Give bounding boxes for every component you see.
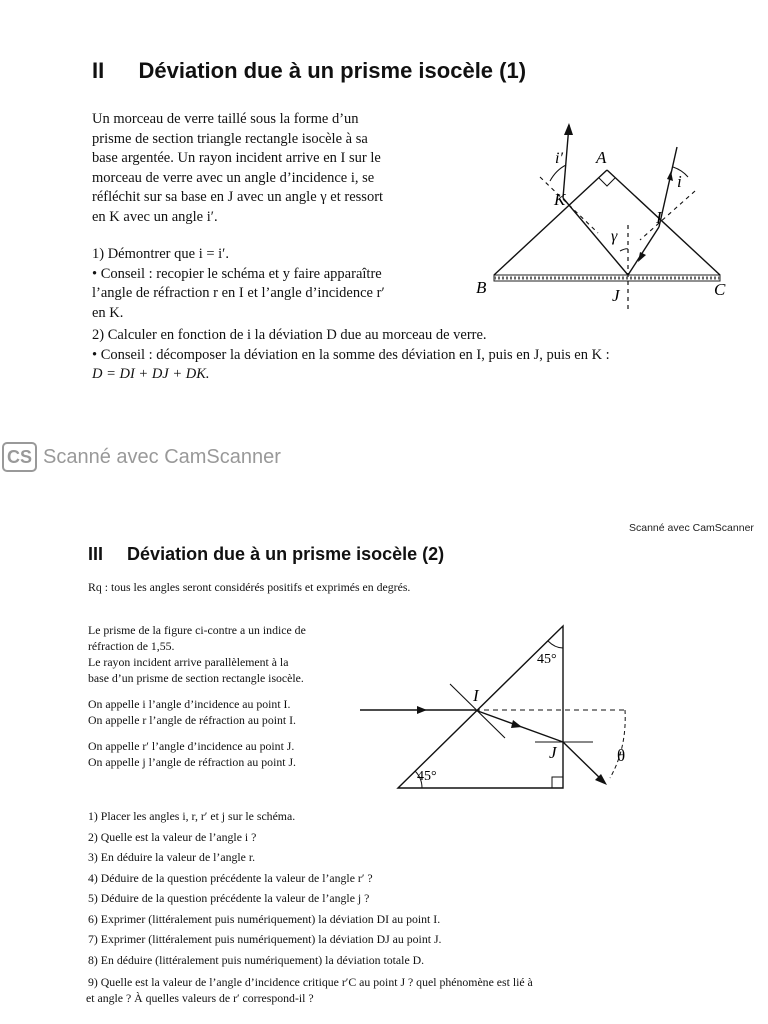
right-angle-mark (552, 777, 563, 788)
question-item: 1) Placer les angles i, r, r′ et j sur le schéma. (88, 809, 296, 823)
text-line: base d’un prisme de section rectangle isocèle. (88, 671, 304, 685)
question-item: 4) Déduire de la question précédente la valeur de l’angle r′ ? (88, 870, 373, 885)
label-j: J (612, 286, 620, 305)
text-line: base argentée. Un rayon incident arrive en I sur le (92, 150, 381, 166)
question-item: et angle ? À quelles valeurs de r′ correspond-il ? (86, 991, 314, 1005)
angle-arc-theta (610, 710, 625, 778)
label-a: A (596, 148, 607, 167)
label-i-point: I (473, 686, 479, 705)
question-item: 2) Quelle est la valeur de l’angle i ? (88, 829, 257, 844)
section-2-heading (92, 58, 526, 84)
ray-jk (563, 198, 628, 275)
conseil-2: • Conseil : décomposer la déviation en la somme des déviation en I, puis en J, puis en K : (92, 346, 610, 363)
text-line: morceau de verre avec un angle d’incidence i, se (92, 169, 375, 186)
text-line: Le prisme de la figure ci-contre a un indice de (88, 623, 306, 637)
angle-arc-gamma (620, 249, 628, 251)
question-item: 8) En déduire (littéralement puis numériquement) la déviation totale D. (88, 952, 425, 967)
camscanner-logo-icon: CS (2, 442, 37, 472)
conseil-line: en K. (92, 304, 124, 321)
text-line: Un morceau de verre taillé sous la forme d’un (92, 111, 359, 127)
section-3-title: Déviation due à un prisme isocèle (2) (127, 544, 445, 564)
text-line: prisme de section triangle rectangle isocèle à sa (92, 130, 368, 147)
angle-arc-top (548, 641, 563, 648)
section-2-paragraph (92, 110, 452, 227)
deviation-formula: D = DI + DJ + DK. (92, 366, 210, 382)
question-1: 1) Démontrer que i = i′. (92, 246, 229, 262)
section-2-question-2 (92, 326, 752, 385)
section-3-heading (88, 544, 444, 565)
section-3-rq: Rq : tous les angles seront considérés positifs et exprimés en degrés. (88, 580, 411, 594)
conseil-line: • Conseil : recopier le schéma et y faire apparaître (92, 265, 382, 282)
emergent-ray (563, 125, 569, 198)
prism-side-ab (494, 170, 607, 275)
text-line: On appelle j l’angle de réfraction au point J. (88, 755, 297, 769)
arrow-head (417, 706, 427, 714)
label-c: C (714, 280, 726, 299)
label-i-point: I (656, 208, 662, 227)
prism-figure-1 (470, 115, 740, 315)
angle-arc-i-prime (550, 165, 566, 181)
camscanner-watermark (2, 442, 281, 472)
label-k: K (554, 190, 566, 209)
text-line: réfléchit sur sa base en J avec un angle γ et ressort (92, 189, 384, 205)
prism-side-ac (607, 170, 720, 275)
prism-figure-2 (355, 618, 645, 798)
prism-triangle (398, 626, 563, 788)
section-2-number: II (92, 58, 105, 83)
label-45-top: 45° (537, 652, 557, 667)
text-line: On appelle i l’angle d’incidence au point I. (88, 697, 291, 711)
label-45-bottom: 45° (417, 769, 437, 784)
section-2-title: Déviation due à un prisme isocèle (1) (138, 58, 527, 83)
label-theta: θ (617, 746, 626, 765)
arrow-head (638, 252, 646, 262)
conseil-line: l’angle de réfraction r en I et l’angle d’incidence r′ (92, 285, 385, 301)
question-item: 5) Déduire de la question précédente la valeur de l’angle j ? (88, 891, 370, 905)
text-line: réfraction de 1,55. (88, 639, 175, 653)
text-line: en K avec un angle i′. (92, 208, 218, 225)
arrow-head (511, 720, 522, 728)
right-angle-mark (599, 178, 615, 186)
ray-ij (628, 227, 659, 275)
question-item: 6) Exprimer (littéralement puis numériquement) la déviation DI au point I. (88, 911, 441, 926)
incident-ray (659, 147, 677, 227)
text-line: On appelle r′ l’angle d’incidence au point J. (88, 739, 295, 753)
watermark-text: Scanné avec CamScanner (43, 445, 281, 468)
small-watermark: Scanné avec CamScanner (629, 522, 754, 534)
question-item: 3) En déduire la valeur de l’angle r. (88, 850, 256, 864)
section-3-questions (88, 806, 748, 1006)
arrow-head (564, 123, 573, 135)
section-3-statement (88, 622, 358, 770)
label-b: B (476, 278, 487, 297)
question-item: 9) Quelle est la valeur de l’angle d’incidence critique r′C au point J ? quel phénomène est lié à (88, 975, 533, 989)
label-j-point: J (549, 743, 557, 762)
normal-i (640, 191, 695, 240)
arrow-head (667, 171, 673, 181)
label-gamma: γ (611, 228, 618, 245)
section-3-number: III (88, 544, 104, 564)
section-2-question-1 (92, 245, 452, 323)
text-line: Le rayon incident arrive parallèlement à la (88, 655, 289, 669)
text-line: On appelle r l’angle de réfraction au point I. (88, 713, 296, 727)
label-i-prime-angle: i′ (555, 150, 563, 167)
question-item: 7) Exprimer (littéralement puis numériquement) la déviation DJ au point J. (88, 932, 442, 946)
label-i-angle: i (677, 172, 682, 191)
question-2: 2) Calculer en fonction de i la déviation D due au morceau de verre. (92, 327, 487, 343)
